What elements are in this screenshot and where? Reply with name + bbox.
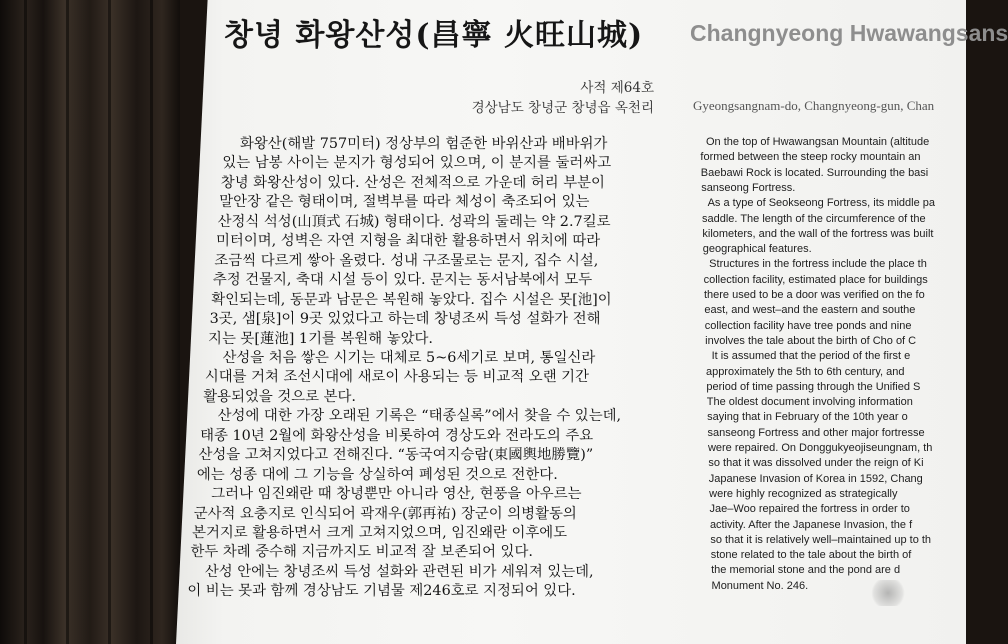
photo-watermark [868, 580, 908, 606]
english-text-line: stone related to the tale about the birth of [710, 549, 912, 562]
korean-text-line: 창녕 화왕산성이 있다. 산성은 전체적으로 가운데 허리 부분이 [220, 174, 605, 191]
english-text-line: were highly recognized as strategically [709, 487, 898, 500]
korean-text-line: 3곳, 샘[泉]이 9곳 있었다고 하는데 창녕조씨 득성 설화가 전해 [209, 311, 601, 328]
english-text-line: so that it was dissolved under the reign of Ki [708, 457, 924, 470]
korean-text-line: 산성을 고쳐지었다고 전해진다. “동국여지승람(東國輿地勝覽)” [198, 447, 594, 464]
korean-text-line: 본거지로 활용하면서 크게 고쳐지었으며, 임진왜란 이후에도 [192, 525, 568, 541]
english-text-line: As a type of Seokseong Fortress, its middle pa [707, 197, 936, 210]
english-text-line: period of time passing through the Unified S [706, 380, 921, 393]
english-text-line: Baebawi Rock is located. Surrounding the basi [700, 166, 929, 179]
korean-text-line: 말안장 같은 형태이며, 절벽부를 따라 체성이 축조되어 있는 [219, 194, 590, 211]
korean-text-line: 산성을 처음 쌓은 시기는 대체로 5~6세기로 보며, 통일신라 [222, 349, 596, 366]
english-text-line: collection facility, estimated place for buildings [703, 273, 928, 286]
english-text-line: Monument No. 246. [711, 579, 809, 592]
english-text-line: geographical features. [702, 243, 812, 256]
english-text-line: The oldest document involving information [706, 396, 913, 409]
korean-text-line: 산성 안에는 창녕조씨 득성 설화와 관련된 비가 세워져 있는데, [204, 563, 594, 580]
korean-text-line: 산성에 대한 가장 오래된 기록은 “태종실록”에서 찾을 수 있는데, [217, 408, 622, 425]
english-text-line: east, and west–and the eastern and southe [704, 304, 916, 317]
korean-text-line: 한두 차례 중수해 지금까지도 비교적 잘 보존되어 있다. [190, 544, 533, 561]
korean-text-line: 있는 남봉 사이는 분지가 형성되어 있으며, 이 분지를 둘러싸고 [222, 155, 612, 172]
english-text-line: involves the tale about the birth of Cho of C [705, 334, 917, 347]
korean-text-line: 확인되는데, 동문과 남문은 복원해 놓았다. 집수 시설은 못[池]이 [211, 291, 612, 308]
designation-number: 사적 제64호 [580, 80, 654, 96]
english-text-line: sanseong Fortress and other major fortresse [707, 426, 925, 439]
english-text-line: there used to be a door was verified on the fo [703, 289, 925, 301]
english-text-line: saddle. The length of the circumference of the [701, 212, 926, 225]
korean-text-line: 산정식 석성(山頂式 石城) 형태이다. 성곽의 둘레는 약 2.7킬로 [217, 213, 611, 230]
korean-text-line: 화왕산(해발 757미터) 정상부의 험준한 바위산과 배바위가 [240, 136, 608, 152]
korean-text-line: 태종 10년 2월에 화왕산성을 비롯하여 경상도와 전라도의 주요 [200, 427, 594, 444]
korean-text-line: 지는 못[蓮池] 1기를 복원해 놓았다. [208, 330, 434, 347]
location-english: Gyeongsangnam-do, Changnyeong-gun, Chan [693, 98, 935, 113]
english-text-line: so that it is relatively well–maintained up to th [710, 533, 932, 546]
korean-text-line: 이 비는 못과 함께 경상남도 기념물 제246호로 지정되어 있다. [187, 583, 576, 600]
korean-text-line: 시대를 거쳐 조선시대에 새로이 사용되는 등 비교적 오랜 기간 [204, 369, 589, 386]
english-text-line: formed between the steep rocky mountain an [700, 151, 921, 164]
sign-title-korean: 창녕 화왕산성(昌寧 火旺山城) [224, 18, 644, 53]
sign-title-english: Changnyeong Hwawangsans [690, 20, 1008, 46]
english-text-line: sanseong Fortress. [701, 181, 796, 194]
korean-text-line: 추정 건물지, 축대 시설 등이 있다. 문지는 동서남북에서 모두 [212, 272, 593, 289]
english-text-line: approximately the 5th to 6th century, and [705, 365, 905, 378]
korean-text-line: 활용되었을 것으로 본다. [203, 388, 357, 405]
korean-text-line: 에는 성종 대에 그 기능을 상실하여 폐성된 것으로 전한다. [196, 466, 558, 483]
location-korean: 경상남도 창녕군 창녕읍 옥천리 [471, 100, 654, 116]
english-text-line: activity. After the Japanese Invasion, the f [709, 518, 913, 531]
english-text-line: kilometers, and the wall of the fortress was built [702, 227, 934, 240]
english-text-line: It is assumed that the period of the first e [711, 350, 911, 363]
english-text-line: Jae–Woo repaired the fortress in order to [709, 503, 910, 516]
english-text-line: saying that in February of the 10th year o [707, 411, 908, 424]
korean-text-line: 그러나 임진왜란 때 창녕뿐만 아니라 영산, 현풍을 아우르는 [211, 486, 582, 503]
wooden-frame [0, 0, 180, 644]
english-text-line: Structures in the fortress include the place th [709, 258, 927, 271]
english-text-line: the memorial stone and the pond are d [711, 564, 901, 577]
korean-text-line: 군사적 요충지로 인식되어 곽재우(郭再祐) 장군이 의병활동의 [193, 505, 577, 522]
korean-text-line: 조금씩 다르게 쌓아 올렸다. 성내 구조물로는 문지, 집수 시설, [214, 252, 599, 269]
english-text-line: collection facility have tree ponds and nine [704, 319, 912, 332]
korean-text-line: 미터이며, 성벽은 자연 지형을 최대한 활용하면서 위치에 따라 [216, 233, 601, 250]
english-text-line: were repaired. On Donggukyeojiseungnam, th [707, 442, 933, 454]
english-text-line: On the top of Hwawangsan Mountain (altitude [706, 136, 930, 148]
english-text-line: Japanese Invasion of Korea in 1592, Chang [708, 472, 923, 485]
